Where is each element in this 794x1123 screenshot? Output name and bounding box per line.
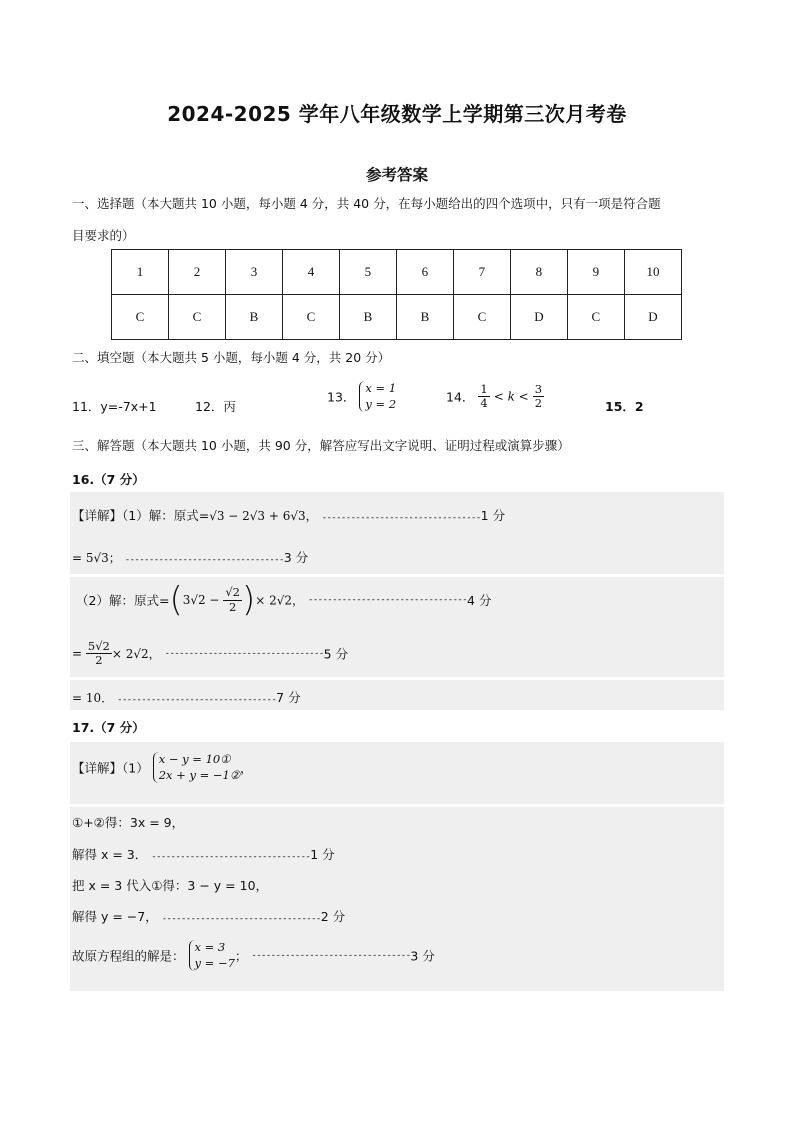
section-choice-heading-cont: 目要求的） [72, 228, 135, 243]
q16-score-5: 7 分 [276, 690, 301, 705]
fill-13-eq1: x = 1 [365, 381, 397, 395]
q16-line-3: （2）解：原式=(3√2 − $\frac{√2}{2}$ )× 2√2， ---------------------------------4 分 [76, 580, 492, 620]
section-choice-heading: 一、选择题（本大题共 10 小题，每小题 4 分，共 40 分，在每小题给出的四个选项中，只有一项是符合题 [72, 196, 661, 211]
fill-14-fraction-left: $\frac{1}{4}$ [480, 382, 488, 411]
q16-dash-4: --------------------------------- [164, 648, 324, 659]
choice-answer-table [111, 249, 682, 340]
q16-expression-5: = 10． [72, 691, 114, 705]
table-cell: 9 [567, 250, 624, 295]
q17-dash-6: --------------------------------- [251, 950, 411, 961]
q16-fraction-a: $\frac{√2}{2}$ [225, 585, 240, 614]
q17-text-6: 故原方程组的解是： [72, 948, 185, 964]
table-cell: 1 [112, 250, 169, 295]
q17-system [153, 752, 240, 783]
q16-line-5 [72, 688, 301, 706]
q16-fraction-b: $\frac{5√2}{2}$ [87, 639, 110, 668]
q16-header: 16.（7 分） [72, 472, 145, 487]
q17-line-6: 故原方程组的解是： x = 3 y = −7 ； ---------------------------------3 分 [72, 940, 435, 970]
q17-detail-label: 【详解】（1） [72, 760, 149, 776]
q16-line-1 [72, 506, 505, 524]
q16-dash-2: --------------------------------- [124, 555, 284, 565]
fill-answer-15: 15．2 [605, 399, 644, 414]
q17-header: 17.（7 分） [72, 720, 145, 735]
q17-eq2: 2x + y = −1② [158, 767, 241, 782]
section-fill-heading: 二、填空题（本大题共 5 小题，每小题 4 分，共 20 分） [72, 350, 391, 365]
q17-score-5: 2 分 [320, 909, 346, 924]
table-cell: 5 [339, 250, 396, 295]
q16-line-2 [72, 548, 308, 566]
q16-detail-label: 【详解】（1）解：原式= [72, 508, 210, 523]
table-row-numbers [112, 250, 682, 295]
table-cell: B [339, 295, 396, 340]
table-cell: D [510, 295, 567, 340]
section-solve-heading: 三、解答题（本大题共 10 小题，共 90 分，解答应写出文字说明、证明过程或演算步骤） [72, 438, 570, 453]
q16-line-4: = $\frac{5√2}{2}$ × 2√2， ---------------------------------5 分 [72, 639, 349, 668]
page-subtitle: 参考答案 [365, 166, 428, 184]
q16-expression-1: √3 − 2√3 + 6√3， [209, 509, 318, 523]
q16-dash-5: --------------------------------- [117, 695, 277, 705]
q17-text-3: 解得 x = 3． [72, 847, 148, 862]
table-cell: 8 [510, 250, 567, 295]
table-cell: D [624, 295, 681, 340]
q16-dash-3: --------------------------------- [308, 595, 468, 605]
q17-score-3: 1 分 [310, 847, 335, 862]
q17-eq1: x − y = 10① [158, 752, 231, 766]
table-cell: C [567, 295, 624, 340]
fill-answer-12: 12．丙 [195, 399, 236, 414]
q17-text-5: 解得 y = −7， [72, 909, 158, 924]
table-cell: 6 [396, 250, 453, 295]
q16-expression-2: = 5√3； [72, 551, 121, 565]
q17-score-6: 3 分 [410, 948, 435, 964]
q16-part2-label: （2）解：原式= [76, 593, 170, 608]
table-cell: C [168, 295, 225, 340]
table-cell: 10 [624, 250, 681, 295]
table-cell: 3 [225, 250, 282, 295]
q17-line-2: ①+②得：3x = 9， [72, 815, 185, 830]
table-row-answers [112, 295, 682, 340]
q17-dash-5: --------------------------------- [161, 914, 321, 924]
q17-line-5 [72, 907, 345, 925]
q16-score-1: 1 分 [480, 508, 506, 523]
table-cell: C [453, 295, 510, 340]
q17-line-4: 把 x = 3 代入①得：3 − y = 10， [72, 878, 269, 893]
fill-13-system [359, 381, 396, 412]
q17-solution-system [189, 940, 235, 971]
table-cell: B [396, 295, 453, 340]
q17-sol-y: y = −7 [194, 955, 235, 970]
q17-line-3 [72, 845, 335, 863]
fill-14-fraction-right: $\frac{3}{2}$ [534, 382, 543, 411]
fill-13-eq2: y = 2 [365, 396, 397, 411]
fill-14-label: 14． [446, 389, 475, 405]
fill-answer-11: 11．y=-7x+1 [72, 399, 157, 414]
q16-score-4: 5 分 [323, 646, 349, 662]
table-cell: C [282, 295, 339, 340]
q16-score-3: 4 分 [467, 593, 492, 608]
q17-sol-x: x = 3 [194, 940, 226, 954]
q17-line-1: 【详解】（1） x − y = 10① 2x + y = −1② ， [72, 752, 253, 782]
table-cell: 4 [282, 250, 339, 295]
fill-answer-13 [327, 381, 396, 412]
q16-dash-1: --------------------------------- [321, 513, 481, 523]
fill-13-label: 13． [327, 389, 356, 405]
table-cell: C [112, 295, 169, 340]
q16-score-2: 3 分 [283, 550, 309, 565]
q17-dash-3: --------------------------------- [151, 852, 311, 862]
table-cell: 2 [168, 250, 225, 295]
fill-answer-14 [446, 383, 544, 410]
table-cell: B [225, 295, 282, 340]
page-title: 2024-2025 学年八年级数学上学期第三次月考卷 [167, 102, 627, 126]
table-cell: 7 [453, 250, 510, 295]
fill-14-inequality: < k < [493, 389, 529, 404]
